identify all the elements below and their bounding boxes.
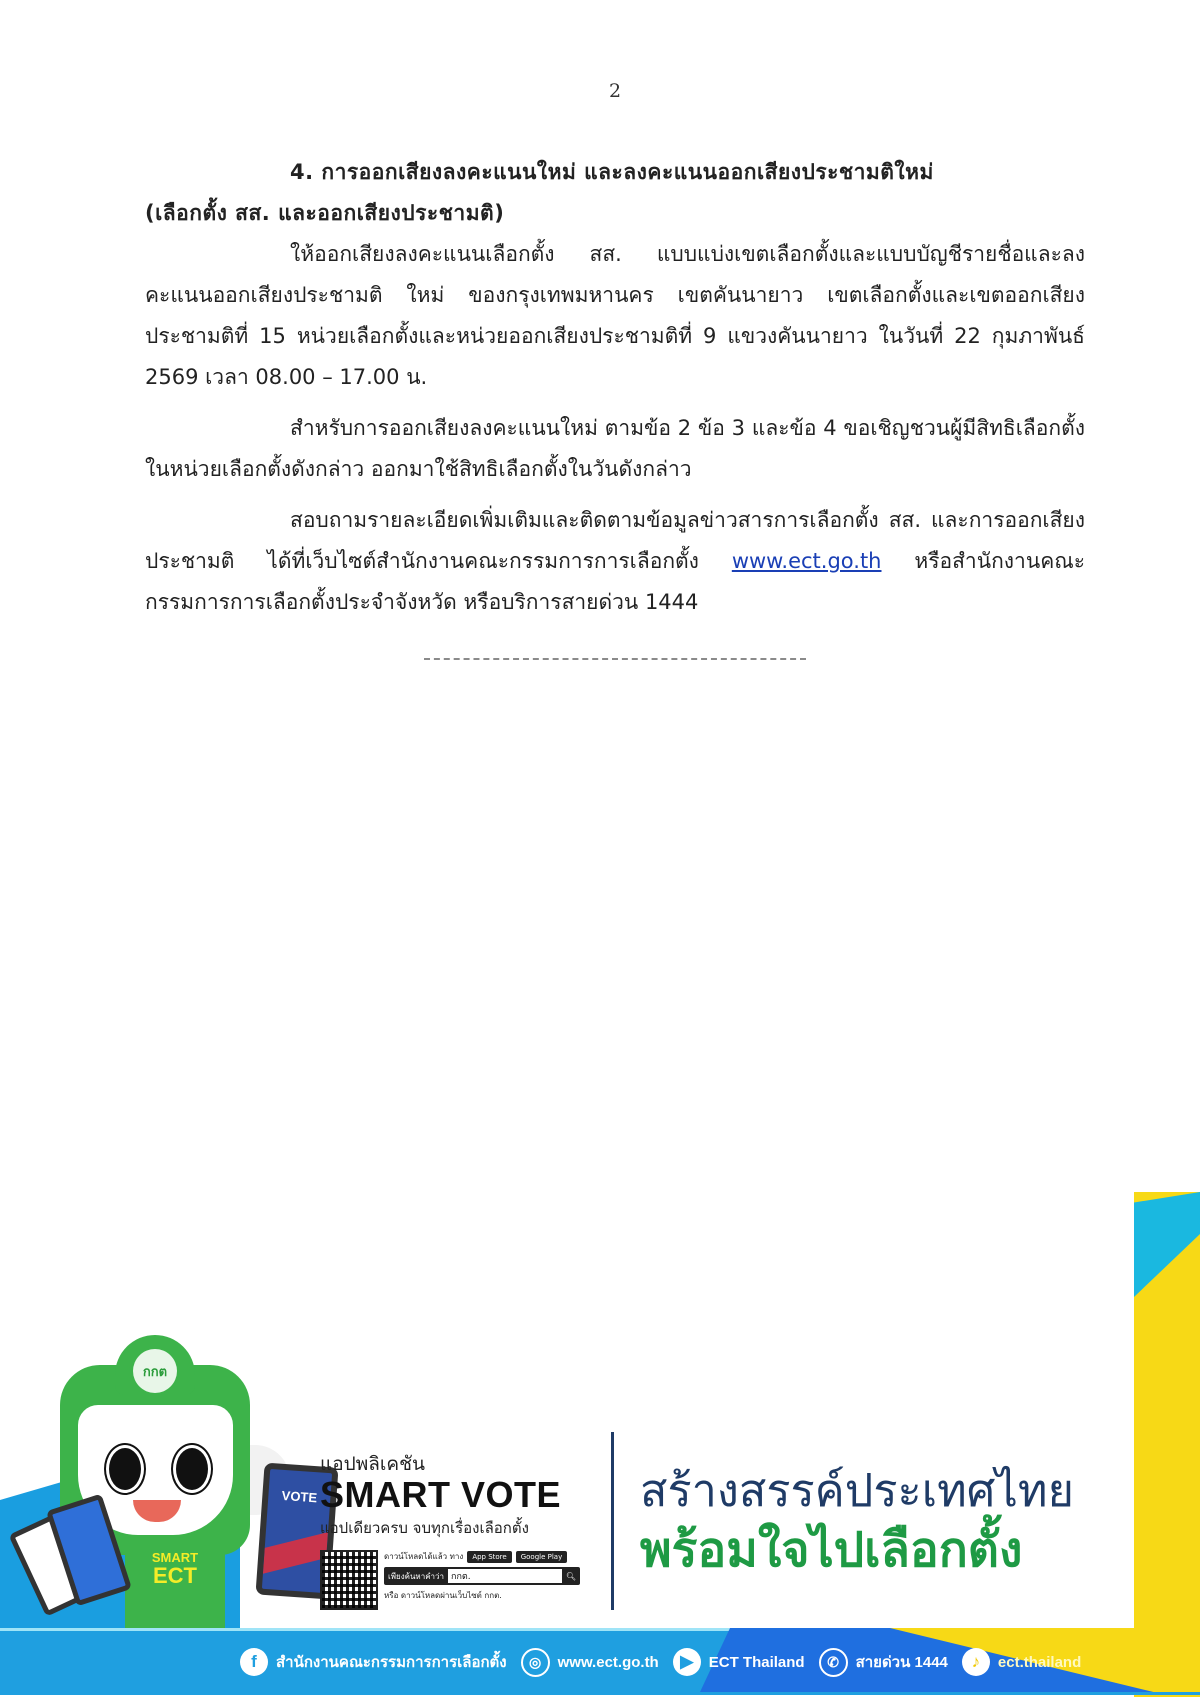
mascot-mouth (133, 1500, 181, 1522)
app-subtitle: แอปพลิเคชัน (320, 1453, 425, 1475)
contact-text: สอบถามรายละเอียดเพิ่มเติมและติดตามข้อมูลข่าวสารการเลือกตั้ง สส. และการออกเสียงประชามติ ได้ที่เว็บไซต์สำนักงานคณะกรรมการการเลือกตั้ง (145, 508, 1085, 573)
play-icon: ▶ (673, 1648, 701, 1676)
section-subheading: (เลือกตั้ง สส. และออกเสียงประชามติ) (145, 201, 505, 225)
smart-vote-banner (0, 1180, 1200, 1697)
footer-hotline (819, 1648, 948, 1677)
alt-download-text: หรือ ดาวน์โหลดผ่านเว็บไซต์ กกต. (384, 1591, 502, 1600)
footer-youtube (673, 1648, 805, 1676)
mascot-badge: กกต (133, 1349, 177, 1393)
app-title: SMART VOTE (320, 1474, 562, 1515)
paragraph-invitation: สำหรับการออกเสียงลงคะแนนใหม่ ตามข้อ 2 ข้อ 3 และข้อ 4 ขอเชิญชวนผู้มีสิทธิเลือกตั้ง ในหน่วยเลือกตั้งดังกล่าว ออกมาใช้สิทธิเลือกตั้งในวันดังกล่าว (145, 416, 1085, 481)
website-label: www.ect.go.th (557, 1653, 659, 1671)
qr-code (320, 1550, 378, 1610)
download-label: ดาวน์โหลดได้แล้ว ทาง (384, 1552, 464, 1561)
phone-flag-stripe (263, 1532, 328, 1574)
phone-icon: ✆ (819, 1648, 848, 1677)
footer-website (521, 1648, 659, 1677)
hotline-label: สายด่วน 1444 (855, 1654, 948, 1671)
facebook-label: สำนักงานคณะกรรมการการเลือกตั้ง (276, 1654, 507, 1671)
globe-icon: ◎ (521, 1648, 550, 1677)
document-body (145, 152, 1085, 623)
shirt-ect: ECT (153, 1563, 197, 1588)
footer-tiktok (962, 1648, 1081, 1676)
youtube-label: ECT Thailand (708, 1653, 805, 1671)
contact-text-end: หรือสำนักงานคณะกรรมการการเลือกตั้งประจำจังหวัด หรือบริการสายด่วน 1444 (145, 549, 1085, 614)
mascot-shirt-label (130, 1549, 220, 1588)
app-promo (320, 1452, 580, 1610)
tiktok-icon: ♪ (962, 1648, 990, 1676)
paragraph-contact (145, 500, 1085, 623)
search-hint-bar (384, 1567, 580, 1585)
google-play-badge: Google Play (516, 1551, 568, 1563)
search-label: เพียงค้นหาคำว่า (388, 1571, 445, 1581)
vertical-divider (611, 1432, 614, 1610)
phone-vote-text: VOTE (281, 1487, 318, 1506)
search-icon: 🔍︎ (565, 1571, 576, 1581)
page-number: 2 (608, 80, 622, 102)
app-store-badge: App Store (467, 1551, 511, 1563)
mascot-illustration (20, 1335, 318, 1645)
footer-facebook (240, 1648, 507, 1676)
mascot-left-eye (106, 1445, 144, 1493)
ect-website-link[interactable]: www.ect.go.th (731, 549, 882, 573)
end-separator (424, 658, 806, 660)
shirt-smart: SMART (151, 1550, 199, 1565)
paragraph-voting-details: ให้ออกเสียงลงคะแนนเลือกตั้ง สส. แบบแบ่งเขตเลือกตั้งและแบบบัญชีรายชื่อและลงคะแนนออกเสียงประชามติ ใหม่ ของกรุงเทพมหานคร เขตคันนายาว เขตเลือกตั้งและเขตออกเสียงประชามติที่ 15 หน่วยเลือกตั้งและหน่วยออกเสียงประชามติที่ 9 แขวงคันนายาว ในวันที่ 22 กุมภาพันธ์ 2569 เวลา 08.00 – 17.00 น. (145, 242, 1085, 389)
facebook-icon: f (240, 1648, 268, 1676)
slogan-line-1: สร้างสรรค์ประเทศไทย (640, 1464, 1074, 1517)
app-tagline: แอปเดียวครบ จบทุกเรื่องเลือกตั้ง (320, 1519, 529, 1537)
slogan-line-2: พร้อมใจไปเลือกตั้ง (640, 1522, 1023, 1578)
tiktok-label: ect.thailand (997, 1653, 1082, 1671)
mascot-right-eye (173, 1445, 211, 1493)
footer-contacts (240, 1636, 1081, 1688)
section-heading: 4. การออกเสียงลงคะแนนใหม่ และลงคะแนนออกเสียงประชามติใหม่ (290, 160, 934, 184)
search-value: กกต. (448, 1569, 562, 1583)
